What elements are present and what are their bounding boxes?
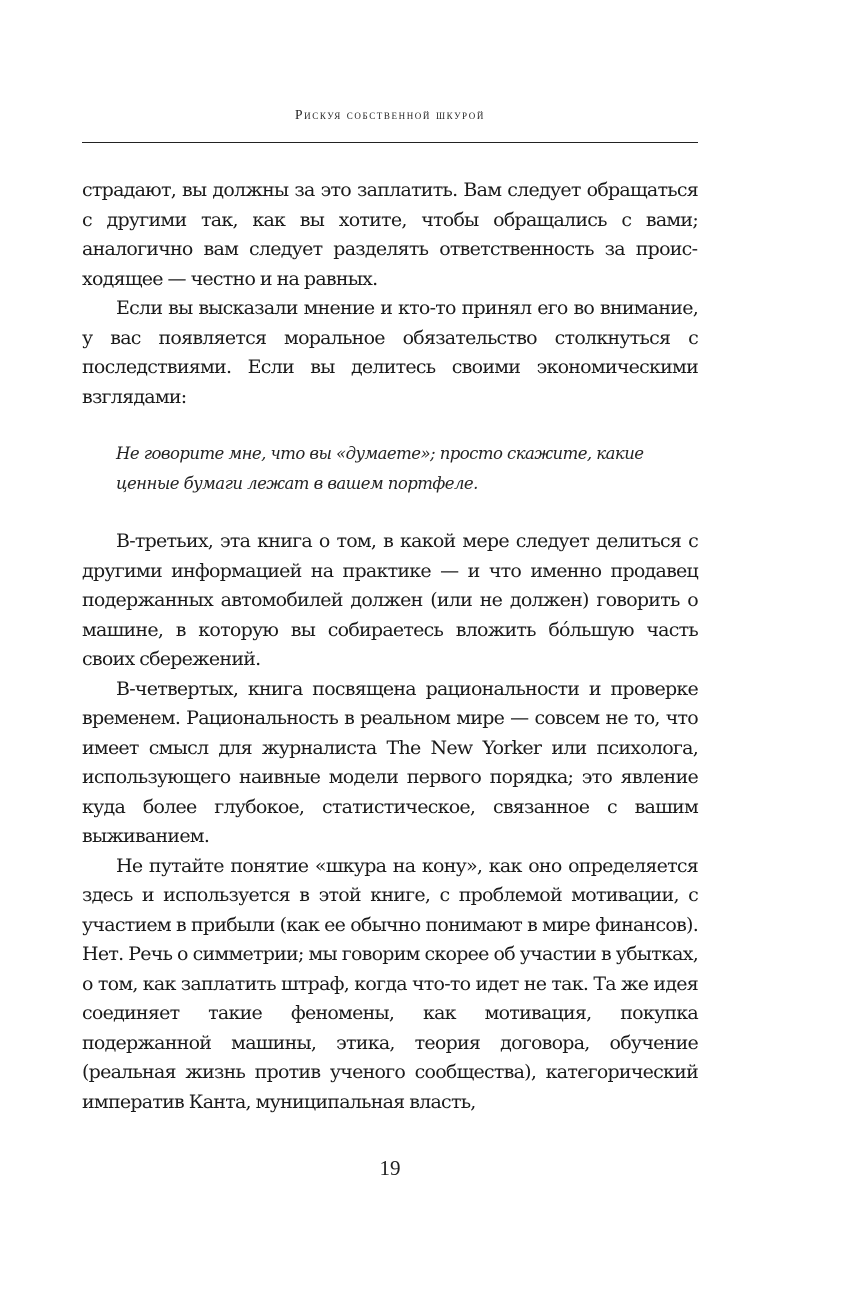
- paragraph: Не путайте понятие «шкура на кону», как оно определяется здесь и используется в этой книге, с проблемой мотивации, с участием в прибыли (как ее обычно понимают в мире финансов). Нет. Речь о симметрии; мы говорим скорее об участии в убытках, о том, как заплатить штраф, когда что-то идет не так. Та же идея соединяет такие феномены, как мотивация, покупка подержанной машины, этика, теория договора, обучение (реальная жизнь против ученого сообщества), категорический императив Канта, муниципальная власть,: [82, 854, 698, 1113]
- paragraph: В-третьих, эта книга о том, в какой мере следует делиться с другими информацией на практике — и что именно продавец подержанных автомобилей должен (или не должен) говорить о машине, в которую вы собираетесь вложить бóльшую часть своих сбережений.: [82, 530, 698, 670]
- running-head: Рискуя собственной шкурой: [295, 107, 485, 122]
- paragraph: страдают, вы должны за это заплатить. Вам следует обращаться с другими так, как вы хотите, чтобы обращались с вами; аналогично вам следует разделять ответственность за происходящее — честно и на равных.: [82, 179, 698, 290]
- book-page: [82, 0, 698, 1299]
- block-quote: Не говорите мне, что вы «думаете»; просто скажите, какие ценные бумаги лежат в вашем портфеле.: [116, 444, 644, 493]
- paragraph: В-четвертых, книга посвящена рациональности и проверке временем. Рациональность в реальном мире — совсем не то, что имеет смысл для журналиста The New Yorker или психолога, использующего наивные модели первого порядка; это явление куда более глубокое, статистическое, связанное с вашим выживанием.: [82, 677, 698, 847]
- page-number: 19: [379, 1156, 401, 1180]
- paragraph: Если вы высказали мнение и кто-то принял его во внимание, у вас появляется моральное обязательство столкнуться с последствиями. Если вы делитесь своими экономическими взглядами:: [82, 297, 698, 408]
- header-rule: [82, 142, 698, 143]
- body-text: [82, 176, 698, 1117]
